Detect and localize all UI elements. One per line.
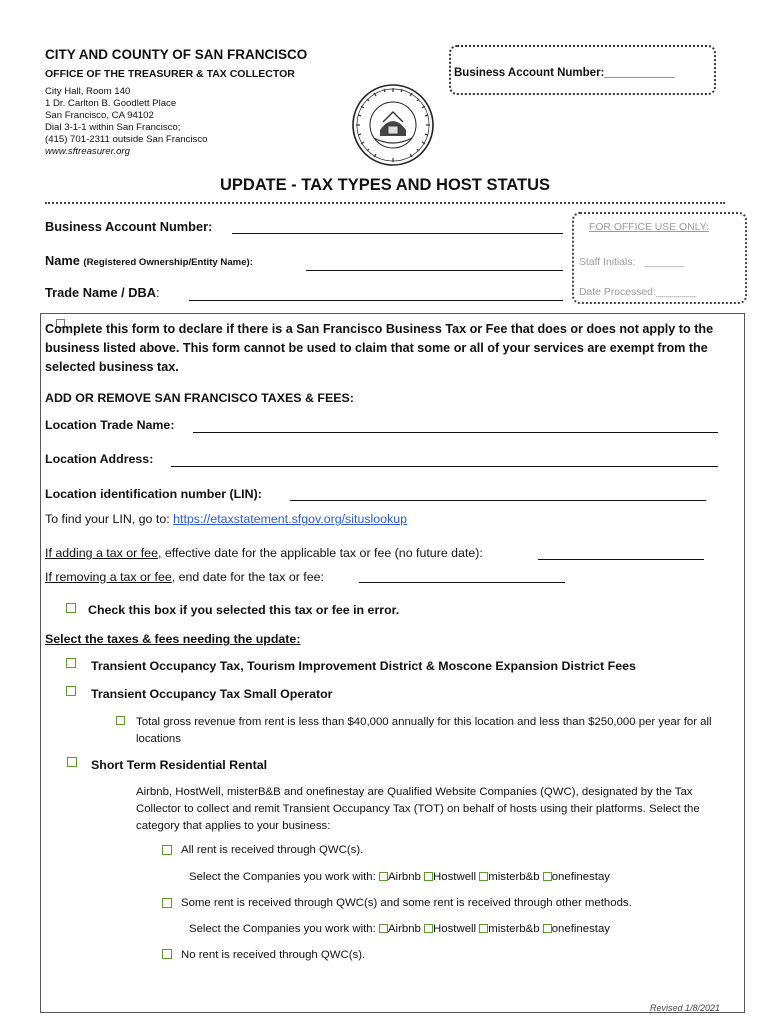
title-divider bbox=[45, 202, 725, 204]
address-line: (415) 701-2311 outside San Francisco bbox=[45, 134, 208, 146]
onefinestay-checkbox[interactable] bbox=[543, 872, 552, 881]
address-line: 1 Dr. Carlton B. Goodlett Place bbox=[45, 98, 177, 110]
account-number-box-blank[interactable]: ___________ bbox=[604, 67, 675, 79]
removing-suffix: , end date for the tax or fee: bbox=[171, 570, 324, 584]
removing-prefix: If removing a tax or fee bbox=[45, 570, 172, 584]
date-processed-label: Date Processed: bbox=[579, 287, 656, 298]
error-checkbox-label: Check this box if you selected this tax or fee in error. bbox=[88, 603, 400, 617]
section-heading: ADD OR REMOVE SAN FRANCISCO TAXES & FEES: bbox=[45, 391, 354, 405]
staff-initials-label: Staff Initials: bbox=[579, 257, 636, 268]
intro-text: Complete this form to declare if there is a San Francisco Business Tax or Fee that does or does not apply to the business listed above. This form cannot be used to claim that some or all of your services are exempt from the selected business tax. bbox=[45, 322, 714, 374]
lin-lookup-link[interactable]: https://etaxstatement.sfgov.org/situslookup bbox=[173, 512, 408, 526]
name-label-group bbox=[45, 253, 253, 268]
name-sublabel: (Registered Ownership/Entity Name): bbox=[83, 257, 253, 268]
adding-suffix: , effective date for the applicable tax or fee (no future date): bbox=[157, 546, 483, 560]
tot-small-revenue-text: Total gross revenue from rent is less than $40,000 annually for this location and less than $250,000 per year for all locations bbox=[136, 716, 712, 745]
hostwell-label: Hostwell bbox=[433, 871, 477, 883]
hostwell-checkbox[interactable] bbox=[424, 924, 433, 933]
trade-name-label: Trade Name / DBA bbox=[45, 285, 156, 300]
name-label: Name bbox=[45, 253, 80, 268]
qwc-some-checkbox[interactable] bbox=[162, 898, 172, 908]
adding-prefix: If adding a tax or fee bbox=[45, 546, 158, 560]
companies-row-1 bbox=[189, 871, 610, 883]
onefinestay-checkbox[interactable] bbox=[543, 924, 552, 933]
org-name: CITY AND COUNTY OF SAN FRANCISCO bbox=[45, 47, 308, 62]
address-line: Dial 3-1-1 within San Francisco; bbox=[45, 122, 181, 134]
onefinestay-label: onefinestay bbox=[551, 923, 610, 935]
location-trade-name-label: Location Trade Name: bbox=[45, 418, 175, 432]
misterbb-label: misterb&b bbox=[488, 923, 540, 935]
trade-name-colon: : bbox=[155, 285, 160, 300]
companies-label: Select the Companies you work with: bbox=[189, 871, 379, 883]
qwc-none-label: No rent is received through QWC(s). bbox=[181, 949, 366, 961]
office-address bbox=[45, 86, 207, 159]
adding-date-label bbox=[45, 546, 483, 560]
revised-date: Revised 1/8/2021 bbox=[650, 1003, 721, 1013]
companies-label: Select the Companies you work with: bbox=[189, 923, 379, 935]
date-processed-blank: _______ bbox=[655, 287, 697, 298]
account-number-box-label bbox=[454, 67, 675, 79]
tot-small-label: Transient Occupancy Tax Small Operator bbox=[91, 687, 333, 701]
trade-name-input[interactable] bbox=[189, 300, 563, 301]
end-date-input[interactable] bbox=[359, 582, 565, 583]
qwc-none-checkbox[interactable] bbox=[162, 949, 172, 959]
airbnb-label: Airbnb bbox=[387, 923, 421, 935]
tot-districts-label: Transient Occupancy Tax, Tourism Improvement District & Moscone Expansion District Fees bbox=[91, 659, 636, 673]
tot-districts-checkbox[interactable] bbox=[66, 658, 76, 668]
onefinestay-label: onefinestay bbox=[551, 871, 610, 883]
business-account-input[interactable] bbox=[232, 233, 563, 234]
lin-help-text: To find your LIN, go to: bbox=[45, 512, 174, 526]
date-processed bbox=[579, 287, 696, 298]
companies-row-2 bbox=[189, 923, 610, 935]
strr-label: Short Term Residential Rental bbox=[91, 758, 268, 772]
location-trade-name-input[interactable] bbox=[193, 432, 718, 433]
select-heading: Select the taxes & fees needing the update: bbox=[45, 632, 301, 646]
misterbb-checkbox[interactable] bbox=[479, 924, 488, 933]
tot-small-revenue-checkbox[interactable] bbox=[116, 716, 125, 725]
lin-help bbox=[45, 512, 407, 526]
qwc-all-checkbox[interactable] bbox=[162, 845, 172, 855]
qwc-some-label: Some rent is received through QWC(s) and some rent is received through other methods. bbox=[181, 897, 632, 909]
address-line: City Hall, Room 140 bbox=[45, 86, 131, 97]
page-title: UPDATE - TAX TYPES AND HOST STATUS bbox=[219, 176, 550, 194]
lin-label: Location identification number (LIN): bbox=[45, 487, 262, 501]
strr-description: Airbnb, HostWell, misterB&B and onefinestay are Qualified Website Companies (QWC), designated by the Tax Collector to collect and remit Transient Occupancy Tax (TOT) on behalf of hosts using their platforms. Select the category that applies to your business: bbox=[136, 786, 700, 832]
airbnb-checkbox[interactable] bbox=[379, 924, 388, 933]
name-input[interactable] bbox=[306, 270, 563, 271]
trade-name-label-group bbox=[45, 285, 160, 300]
hostwell-label: Hostwell bbox=[433, 923, 477, 935]
airbnb-checkbox[interactable] bbox=[379, 872, 388, 881]
misterbb-checkbox[interactable] bbox=[479, 872, 488, 881]
airbnb-label: Airbnb bbox=[387, 871, 421, 883]
misterbb-label: misterb&b bbox=[488, 871, 540, 883]
strr-checkbox[interactable] bbox=[67, 757, 77, 767]
office-use-heading: FOR OFFICE USE ONLY: bbox=[589, 222, 709, 233]
removing-date-label bbox=[45, 570, 324, 584]
error-checkbox[interactable] bbox=[66, 603, 76, 613]
staff-initials-blank: _______ bbox=[644, 257, 685, 268]
hostwell-checkbox[interactable] bbox=[424, 872, 433, 881]
tot-small-checkbox[interactable] bbox=[66, 686, 76, 696]
staff-initials bbox=[579, 257, 685, 268]
address-line: San Francisco, CA 94102 bbox=[45, 110, 154, 122]
city-seal-logo bbox=[350, 82, 436, 168]
qwc-all-label: All rent is received through QWC(s). bbox=[181, 844, 364, 856]
location-address-label: Location Address: bbox=[45, 452, 154, 466]
website-line: www.sftreasurer.org bbox=[45, 146, 130, 158]
business-account-label: Business Account Number: bbox=[45, 219, 213, 234]
account-number-box-text: Business Account Number: bbox=[454, 67, 605, 79]
effective-date-input[interactable] bbox=[538, 559, 704, 560]
office-name: OFFICE OF THE TREASURER & TAX COLLECTOR bbox=[45, 68, 295, 80]
location-address-input[interactable] bbox=[171, 466, 718, 467]
lin-input[interactable] bbox=[290, 500, 706, 501]
